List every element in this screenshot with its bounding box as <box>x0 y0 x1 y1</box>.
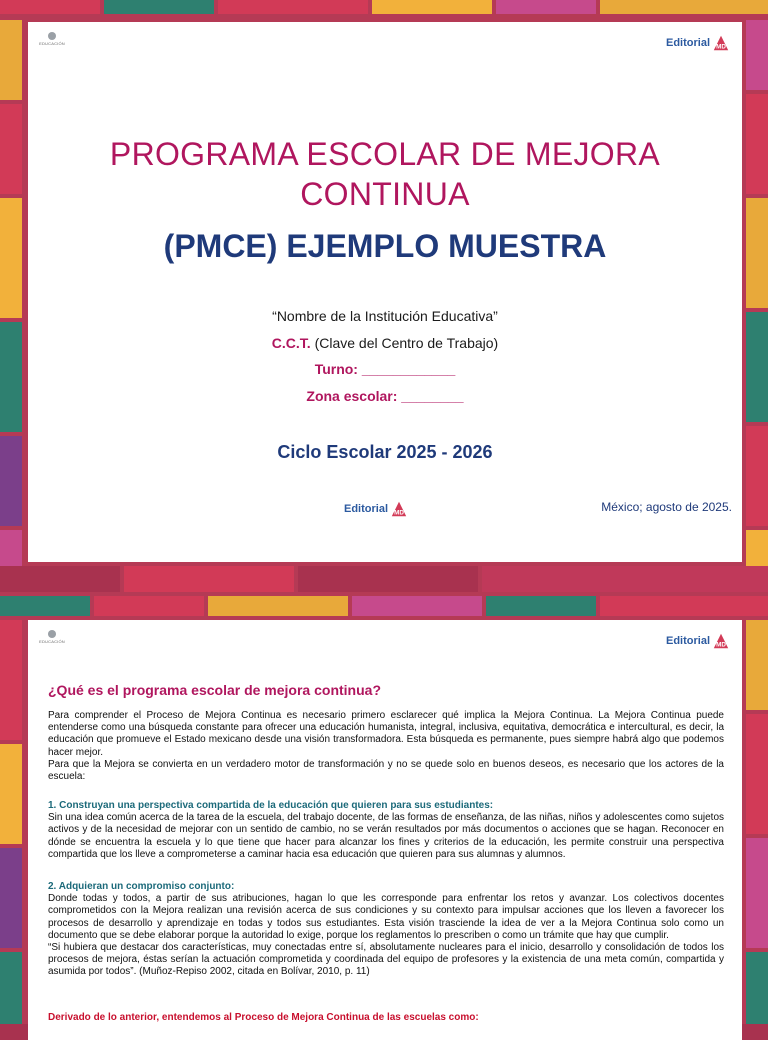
editorial-md-logo <box>666 632 730 650</box>
brand-word: Editorial <box>666 37 711 49</box>
point-2-heading: 2. Adquieran un compromiso conjunto: <box>48 881 235 892</box>
point-1-heading: 1. Construyan una perspectiva compartida de la educación que quieren para sus estudiantes: <box>48 800 494 811</box>
cct-line <box>28 335 742 351</box>
point-1-text: Sin una idea común acerca de la tarea de la escuela, del trabajo docente, de las formas de enseñanza, de las niñas, niños y adolescentes como sujetos activos y de la necesidad de mejorar con un sentido de cambio, no se verán resultados por más documentos o acciones que se hagan. Reconocer en dónde se encuentra la escuela y lo que tiene que hacer para alcanzar los fines y criterios de la educación, les permite construir una perspectiva compartida que los lleve a comprometerse a caminar hacia esa educación que quieren para sus alumnas y alumnos. <box>48 812 724 860</box>
institution-name: “Nombre de la Institución Educativa” <box>272 308 498 324</box>
point-2 <box>48 881 724 979</box>
seal-text: EDUCACIÓN <box>39 41 65 46</box>
zona-escolar-field: Zona escolar: ________ <box>306 388 464 404</box>
brand-mark-text-footer: MD <box>394 509 404 517</box>
title-line-2: CONTINUA <box>300 176 470 212</box>
brand-word-footer: Editorial <box>344 503 389 515</box>
quote-paragraph: “Si hubiera que destacar dos características, muy conectadas entre sí, absolutamente nucleares para el inicio, desarrollo y consolidación de todos los procesos de mejora, éstas serían la actuación comprometida y coordinada del equipo de profesores y la existencia de una meta común, compartida y asumida por todos”. (Muñoz-Repiso 2002, citada en Bolívar, 2010, p. 11) <box>48 942 724 978</box>
title-line-1: PROGRAMA ESCOLAR DE MEJORA <box>109 136 661 172</box>
intro-text <box>48 710 724 783</box>
md-badge-icon <box>712 632 730 650</box>
turno-field: Turno: ____________ <box>314 361 456 377</box>
document-subtitle: (PMCE) EJEMPLO MUESTRA <box>163 228 607 264</box>
seal-emblem-icon <box>48 630 56 638</box>
seal-emblem-icon <box>48 32 56 40</box>
section-heading: ¿Qué es el programa escolar de mejora continua? <box>48 682 381 698</box>
seal-text: EDUCACIÓN <box>39 639 65 644</box>
cct-label: C.C.T. <box>271 335 311 351</box>
cover-page <box>28 22 742 562</box>
brand-mark-text: MD <box>716 43 726 51</box>
brand-mark-text: MD <box>716 641 726 649</box>
intro-paragraph-2: Para que la Mejora se convierta en un verdadero motor de transformación y no se quede solo en buenos deseos, es necesario que los actores de la escuela: <box>48 758 724 783</box>
editorial-md-logo <box>666 34 730 52</box>
government-seal-logo <box>34 32 70 52</box>
intro-paragraph-1: Para comprender el Proceso de Mejora Continua es necesario primero esclarecer qué implica la Mejora Continua. La Mejora Continua puede entenderse como una búsqueda constante para ofrecer una educación humanista, integral, inclusiva, equitativa, democrática e intercultural, es decir, la educación que promueve el Estado mexicano desde una visión transformadora. Esta búsqueda es permanente, pues siempre habrá algo que podemos hacer mejor. <box>48 710 724 758</box>
content-page <box>28 620 742 1040</box>
md-badge-icon <box>712 34 730 52</box>
closing-heading: Derivado de lo anterior, entendemos al Proceso de Mejora Continua de las escuelas como: <box>48 1012 479 1023</box>
government-seal-logo <box>34 630 70 650</box>
brand-word: Editorial <box>666 635 711 647</box>
point-2-text: Donde todas y todos, a partir de sus atribuciones, hagan lo que les corresponde para enfrentar los retos y avanzar. Los colectivos docentes comprometidos con la Mejora realizan una revisión acerca de sus condiciones y su contexto para impulsar acciones que los lleven a favorecer los procesos de desarrollo y aprendizaje en todas y todos sus estudiantes. Esta visión trasciende la idea de ver a la Mejora Continua solo como un documento que se debe elaborar porque la autoridad lo exige, porque los reglamentos lo prescriben o como un trámite que hay que cumplir. <box>48 893 724 941</box>
point-1 <box>48 800 724 861</box>
editorial-md-logo-footer <box>344 500 408 518</box>
md-badge-icon <box>390 500 408 518</box>
ciclo-escolar: Ciclo Escolar 2025 - 2026 <box>277 442 493 462</box>
cct-value: (Clave del Centro de Trabajo) <box>314 335 499 351</box>
document-title <box>28 134 742 214</box>
place-and-date: México; agosto de 2025. <box>601 500 732 514</box>
